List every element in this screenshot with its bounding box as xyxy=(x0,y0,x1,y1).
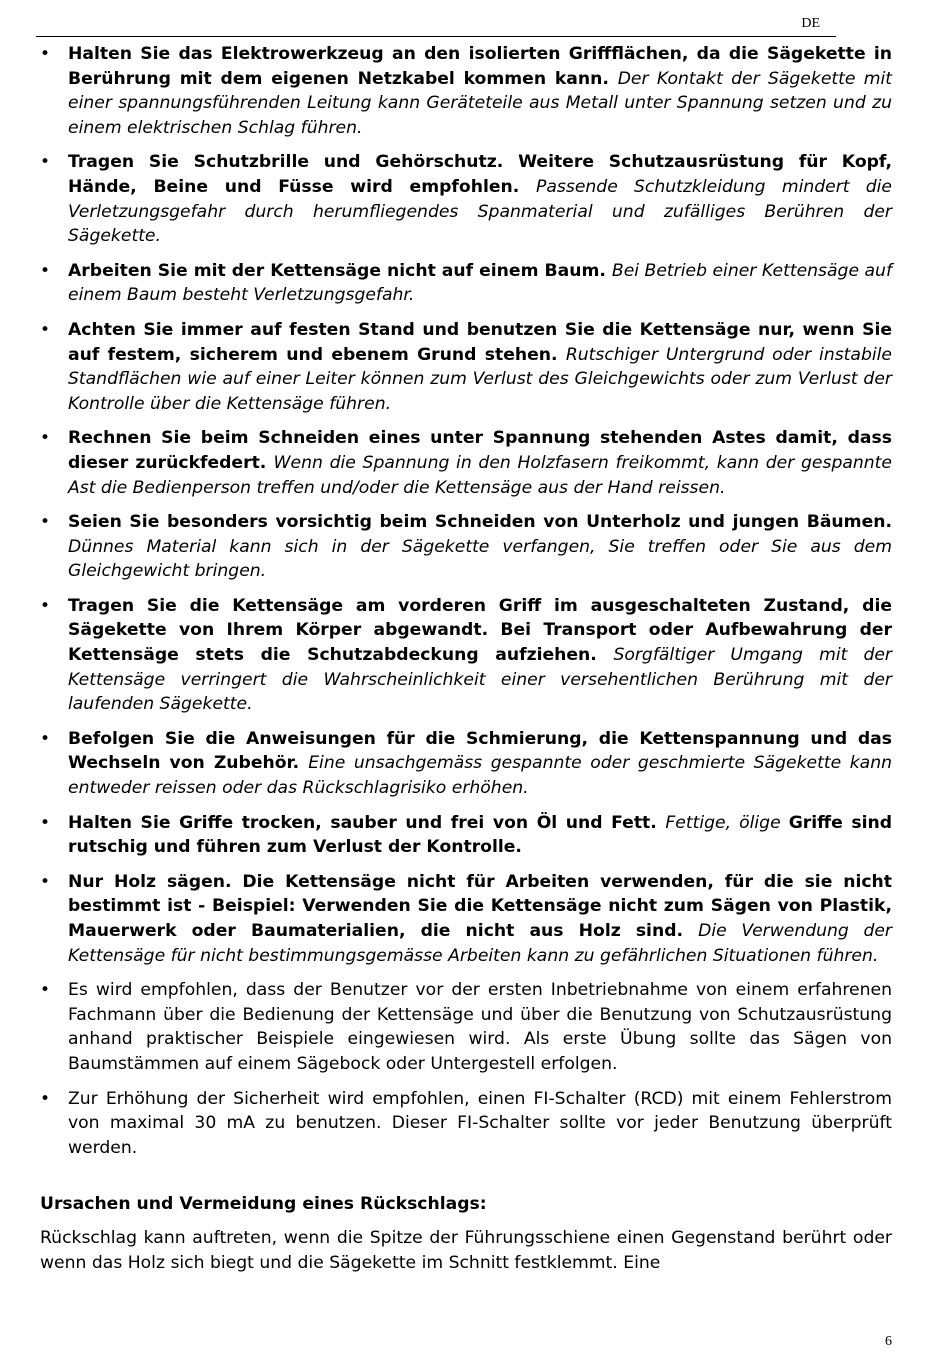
header-rule xyxy=(36,36,836,37)
section-paragraph: Rückschlag kann auftreten, wenn die Spitze der Führungsschiene einen Gegenstand berührt oder wenn das Holz sich biegt und die Sägekette im Schnitt festklemmt. Eine xyxy=(40,1228,892,1273)
list-item: • Tragen Sie Schutzbrille und Gehörschutz. Weitere Schutzausrüstung für Kopf, Hände, Beine und Füsse wird empfohlen. Passende Schutzkleidung mindert die Verletzungsgefahr durch herumfliegendes Spanmaterial und zufälliges Berühren der Sägekette. xyxy=(40,150,892,248)
list-item: • Tragen Sie die Kettensäge am vorderen Griff im ausgeschalteten Zustand, die Sägekette von Ihrem Körper abgewandt. Bei Transport oder Aufbewahrung der Kettensäge stets die Schutzabdeckung aufziehen. Sorgfältiger Umgang mit der Kettensäge verringert die Wahrscheinlichkeit einer versehentlichen Berührung mit der laufenden Sägekette. xyxy=(40,594,892,717)
list-item: • Halten Sie Griffe trocken, sauber und frei von Öl und Fett. Fettige, ölige Griffe sind rutschig und führen zum Verlust der Kontrolle. xyxy=(40,811,892,860)
section-heading: Ursachen und Vermeidung eines Rückschlags: xyxy=(40,1194,487,1215)
list-item: • Rechnen Sie beim Schneiden eines unter Spannung stehenden Astes damit, dass dieser zurückfedert. Wenn die Spannung in den Holzfasern freikommt, kann der gespannte Ast die Bedienperson treffen und/oder die Kettensäge aus der Hand reissen. xyxy=(40,426,892,500)
list-item: • Arbeiten Sie mit der Kettensäge nicht auf einem Baum. Bei Betrieb einer Kettensäge auf einem Baum besteht Verletzungsgefahr. xyxy=(40,259,892,308)
list-item: • Halten Sie das Elektrowerkzeug an den isolierten Griffflächen, da die Sägekette in Berührung mit dem eigenen Netzkabel kommen kann. Der Kontakt der Sägekette mit einer spannungsführenden Leitung kann Geräteteile aus Metall unter Spannung setzen und zu einem elektrischen Schlag führen. xyxy=(40,42,892,140)
list-item: • Achten Sie immer auf festen Stand und benutzen Sie die Kettensäge nur, wenn Sie auf festem, sicherem und ebenem Grund stehen. Rutschiger Untergrund oder instabile Standflächen wie auf einer Leiter können zum Verlust des Gleichgewichts oder zum Verlust der Kontrolle über die Kettensäge führen. xyxy=(40,318,892,416)
list-item: • Zur Erhöhung der Sicherheit wird empfohlen, einen FI-Schalter (RCD) mit einem Fehlerstrom von maximal 30 mA zu benutzen. Dieser FI-Schalter sollte vor jeder Benutzung überprüft werden. xyxy=(40,1087,892,1161)
list-item: • Seien Sie besonders vorsichtig beim Schneiden von Unterholz und jungen Bäumen. Dünnes Material kann sich in der Sägekette verfangen, Sie treffen oder Sie aus dem Gleichgewicht bringen. xyxy=(40,510,892,584)
list-item: • Befolgen Sie die Anweisungen für die Schmierung, die Kettenspannung und das Wechseln von Zubehör. Eine unsachgemäss gespannte oder geschmierte Sägekette kann entweder reissen oder das Rückschlagrisiko erhöhen. xyxy=(40,727,892,801)
language-code: DE xyxy=(801,16,820,31)
safety-list xyxy=(40,42,892,1160)
page-content xyxy=(40,42,892,1276)
page-number: 6 xyxy=(885,1334,892,1349)
list-item: • Nur Holz sägen. Die Kettensäge nicht für Arbeiten verwenden, für die sie nicht bestimmt ist - Beispiel: Verwenden Sie die Kettensäge nicht zum Sägen von Plastik, Mauerwerk oder Baumaterialien, die nicht aus Holz sind. Die Verwendung der Kettensäge für nicht bestimmungsgemässe Arbeiten kann zu gefährlichen Situationen führen. xyxy=(40,870,892,968)
list-item: • Es wird empfohlen, dass der Benutzer vor der ersten Inbetriebnahme von einem erfahrenen Fachmann über die Bedienung der Kettensäge und über die Benutzung von Schutzausrüstung anhand praktischer Beispiele eingewiesen wird. Als erste Übung sollte das Sägen von Baumstämmen auf einem Sägebock oder Untergestell erfolgen. xyxy=(40,978,892,1076)
